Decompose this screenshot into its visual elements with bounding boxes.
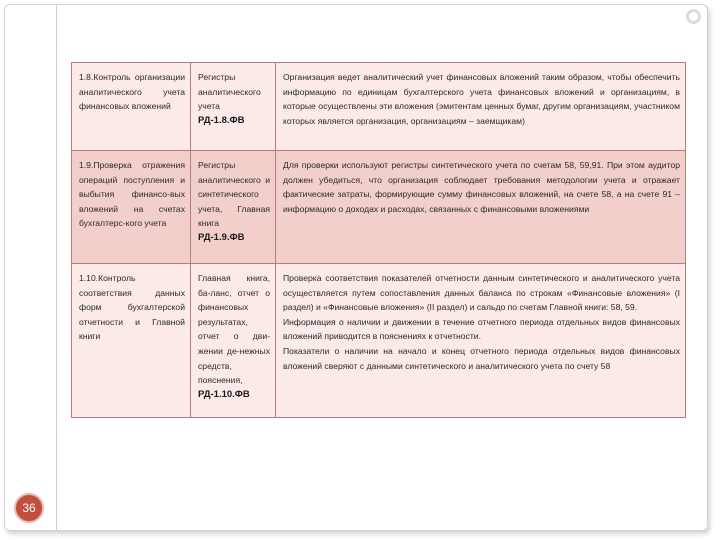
registers-cell [191,63,276,151]
audit-procedures-table [71,62,686,418]
registers-cell [191,151,276,264]
left-divider [56,4,57,531]
page-number-badge: 36 [14,493,44,523]
content-cell [276,63,686,151]
procedure-cell: 1.9.Проверка отражения операций поступления и выбытия финансо-вых вложений на счетах бухгалтерс-кого учета [72,151,191,264]
content-paragraph: Организация ведет аналитический учет финансовых вложений таким образом, чтобы обеспечить информацию по единицам бухгалтерского учета финансовых вложений и организациям, в которые осуществлены эти вложения (эмитентам ценных бумаг, другим организациям, участником которых является организация, организациям – заемщикам) [283,72,680,126]
registers-text: Регистры аналитического учета [198,72,261,112]
content-paragraph: Для проверки используют регистры синтетического учета по счетам 58, 59,91. При этом аудитор должен убедиться, что организация соблюдает требования методологии учета и отражает фактические затраты, формирующие сумму финансовых вложений, на счете 58, а на счете 91 – информацию о доходах и расходах, связанных с финансовыми вложениями [283,160,680,214]
registers-cell [191,264,276,418]
content-paragraph: Проверка соответствия показателей отчетности данным синтетического и аналитического учета осуществляется путем сопоставления данных баланса по строкам «Финансовые вложения» (I раздел) и «Финансовые вложения» (II раздел) и сальдо по счетам Главной книги: 58, 59. [283,273,680,313]
registers-ref: РД-1.9.ФВ [198,231,245,243]
registers-ref: РД-1.10.ФВ [198,388,250,400]
registers-ref: РД-1.8.ФВ [198,114,245,126]
content-cell [276,264,686,418]
table-row [72,151,686,264]
registers-text: Главная книга, ба-ланс, отчет о финансовых результатах, отчет о дви-жении де-нежных средств, пояснения, [198,273,270,386]
corner-ring-ornament [686,9,701,24]
procedure-cell: 1.10.Контроль соответствия данных форм бухгалтерской отчетности и Главной книги [72,264,191,418]
content-paragraph: Показатели о наличии на начало и конец отчетного периода отдельных видов финансовых вложений сверяют с данными синтетического и аналитического учета по счету 58 [283,345,680,371]
content-cell [276,151,686,264]
table-row [72,264,686,418]
registers-text: Регистры аналитического и синтетического учета, Главная книга [198,160,270,229]
table-row [72,63,686,151]
procedure-cell: 1.8.Контроль организации аналитического учета финансовых вложений [72,63,191,151]
content-paragraph: Информация о наличии и движении в течение отчетного периода отдельных видов финансовых вложений приводится в пояснениях к отчетности. [283,316,680,342]
